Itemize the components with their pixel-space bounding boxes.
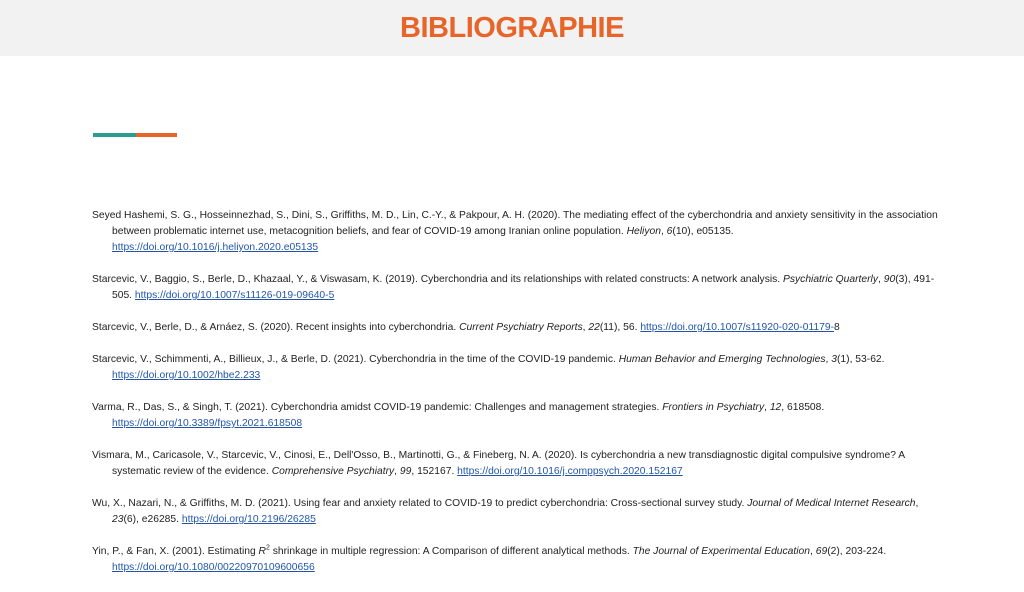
reference-journal: Heliyon [626, 226, 661, 237]
reference-item [92, 496, 942, 528]
reference-volume: 99 [399, 466, 412, 477]
reference-journal: Journal of Medical Internet Research [747, 498, 916, 509]
reference-journal: Psychiatric Quarterly [783, 274, 878, 285]
reference-text: Starcevic, V., Berle, D., & Arnáez, S. (2020). Recent insights into cyberchondria. [92, 322, 460, 333]
reference-journal: Comprehensive Psychiatry [271, 466, 395, 477]
reference-pages: (10), e05135. [672, 226, 734, 237]
reference-separator: , [915, 498, 919, 509]
reference-pages: (1), 53-62. [837, 354, 885, 365]
reference-separator: , [660, 226, 667, 237]
reference-item [92, 320, 942, 336]
reference-item [92, 272, 942, 304]
reference-text: Varma, R., Das, S., & Singh, T. (2021). Cyberchondria amidst COVID-19 pandemic: Challenges and management strategies. [92, 402, 663, 413]
header-bar [0, 0, 1024, 56]
reference-separator: , [582, 322, 589, 333]
reference-item [92, 352, 942, 384]
reference-text: Seyed Hashemi, S. G., Hosseinnezhad, S., Dini, S., Griffiths, M. D., Lin, C.-Y., & Pakpour, A. H. (2020). The mediating effect of the cyberchondria and anxiety sensitivity in the association between problematic internet use, metacognition beliefs, and fear of COVID-19 among Iranian online population. [92, 210, 938, 237]
reference-separator: , [878, 274, 884, 285]
reference-list [92, 208, 942, 592]
reference-volume: 90 [883, 274, 896, 285]
reference-pages: (3), 491-505. [112, 274, 935, 301]
reference-volume: 3 [831, 354, 837, 365]
reference-separator: , [810, 546, 816, 557]
reference-tail: 8 [834, 322, 840, 333]
doi-link[interactable]: https://doi.org/10.1007/s11126-019-09640-5 [134, 290, 335, 301]
page-title: BIBLIOGRAPHIE [400, 12, 624, 44]
reference-volume: 12 [769, 402, 782, 413]
reference-volume: 23 [112, 514, 124, 525]
doi-link[interactable]: https://doi.org/10.1007/s11920-020-01179- [640, 322, 835, 333]
reference-item [92, 208, 942, 256]
reference-text: Vismara, M., Caricasole, V., Starcevic, V., Cinosi, E., Dell'Osso, B., Martinotti, G., & Fineberg, N. A. (2020). Is cyberchondria a new transdiagnostic digital compulsive syndrome? A systematic review of the evidence. [92, 450, 905, 477]
reference-item [92, 544, 942, 576]
reference-text: Wu, X., Nazari, N., & Griffiths, M. D. (2021). Using fear and anxiety related to COVID-19 to predict cyberchondria: Cross-sectional survey study. [92, 498, 748, 509]
superscript-2: 2 [265, 544, 270, 552]
reference-journal: Current Psychiatry Reports [459, 322, 583, 333]
reference-pages: (2), 203-224. [827, 546, 887, 557]
doi-link[interactable]: https://doi.org/10.1080/00220970109600656 [112, 562, 315, 573]
doi-link[interactable]: https://doi.org/10.1016/j.comppsych.2020.152167 [457, 466, 683, 477]
reference-pages: , 618508. [781, 402, 825, 413]
reference-volume: 22 [588, 322, 600, 333]
reference-separator: , [764, 402, 770, 413]
reference-text-continued: shrinkage in multiple regression: A Comparison of different analytical methods. [269, 546, 633, 557]
reference-text: Starcevic, V., Baggio, S., Berle, D., Khazaal, Y., & Viswasam, K. (2019). Cyberchondria and its relationships with related constructs: A network analysis. [92, 274, 783, 285]
reference-item [92, 400, 942, 432]
reference-volume: 6 [666, 226, 673, 237]
reference-pages: , 152167. [411, 466, 458, 477]
doi-link[interactable]: https://doi.org/10.2196/26285 [181, 514, 316, 525]
accent-line-teal [93, 133, 136, 137]
reference-journal: Frontiers in Psychiatry [662, 402, 765, 413]
math-symbol-r: R [258, 546, 266, 557]
reference-pages: (11), 56. [599, 322, 641, 333]
accent-line-orange [136, 133, 177, 137]
reference-text: Starcevic, V., Schimmenti, A., Billieux, J., & Berle, D. (2021). Cyberchondria in the time of the COVID-19 pandemic. [92, 354, 619, 365]
reference-journal: Human Behavior and Emerging Technologies [618, 354, 826, 365]
doi-link[interactable]: https://doi.org/10.1016/j.heliyon.2020.e05135 [112, 242, 319, 253]
reference-separator: , [394, 466, 400, 477]
reference-text: Yin, P., & Fan, X. (2001). Estimating [92, 546, 259, 557]
doi-link[interactable]: https://doi.org/10.3389/fpsyt.2021.618508 [112, 418, 303, 429]
reference-item [92, 448, 942, 480]
reference-separator: , [825, 354, 832, 365]
reference-volume: 69 [815, 546, 828, 557]
reference-journal: The Journal of Experimental Education [632, 546, 811, 557]
reference-pages: (6), e26285. [123, 514, 182, 525]
doi-link[interactable]: https://doi.org/10.1002/hbe2.233 [112, 370, 261, 381]
